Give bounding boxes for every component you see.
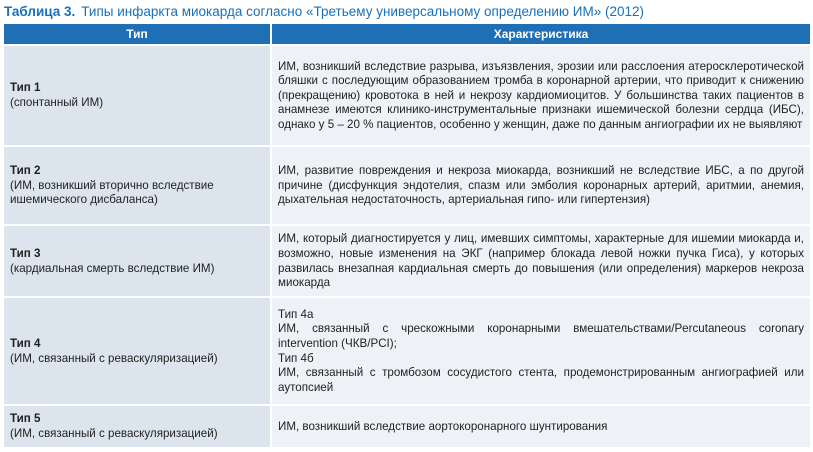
description-cell: ИМ, развитие повреждения и некроза миокарда, возникший не вследствие ИБС, а по другой причине (дисфункция эндотелия, спазм или эмболия коронарных артерий, аритмии, анемия, дыхательная недостаточность, артериальная гипо- или гипертензия) bbox=[271, 146, 810, 225]
subtype-4b-text: ИМ, связанный с тромбозом сосудистого стента, продемонстрированным ангиографией или аутопсией bbox=[278, 366, 804, 394]
type-name: Тип 4 bbox=[10, 336, 41, 350]
type-subtitle: (ИМ, связанный с реваскуляризацией) bbox=[10, 427, 218, 440]
header-type: Тип bbox=[4, 24, 271, 45]
type-cell bbox=[4, 297, 271, 405]
subtype-4b-title: Тип 4б bbox=[278, 351, 314, 365]
table-caption-label: Таблица 3. bbox=[4, 4, 76, 19]
type-subtitle: (спонтанный ИМ) bbox=[10, 96, 104, 109]
table-row-type-1 bbox=[4, 45, 810, 146]
description-cell bbox=[271, 297, 810, 405]
type-name: Тип 1 bbox=[10, 81, 41, 95]
mi-types-table bbox=[4, 24, 810, 447]
description-cell: ИМ, который диагностируется у лиц, имевших симптомы, характерные для ишемии миокарда и, возможно, новые изменения на ЭКГ (например блокада левой ножки пучка Гиса), у которых развилась внезапная кардиальная смерть до повышения (или определения) маркеров некроза миокарда bbox=[271, 225, 810, 297]
table-header-row bbox=[4, 24, 810, 45]
description-cell: ИМ, возникший вследствие разрыва, изъязвления, эрозии или расслоения атеросклеротической бляшки с последующим образованием тромба в коронарной артерии, что приводит к снижению (прекращению) кровотока в ней и некрозу кардиомиоцитов. У большинства таких пациентов в анамнезе имеются клинико-инструментальные признаки ишемической болезни сердца (ИБС), однако у 5 – 20 % пациентов, особенно у женщин, даже по данным ангиографии их не выявляют bbox=[271, 45, 810, 146]
type-subtitle: (ИМ, связанный с реваскуляризацией) bbox=[10, 351, 218, 365]
type-cell bbox=[4, 146, 271, 225]
type-name: Тип 5 bbox=[10, 412, 41, 426]
table-caption bbox=[4, 2, 644, 22]
type-name: Тип 3 bbox=[10, 246, 41, 260]
header-characteristic: Характеристика bbox=[271, 24, 810, 45]
type-subtitle: (ИМ, возникший вторично вследствие ишемического дисбаланса) bbox=[10, 178, 214, 207]
table-row-type-3 bbox=[4, 225, 810, 297]
table-row-type-4 bbox=[4, 297, 810, 405]
type-cell bbox=[4, 225, 271, 297]
type-name: Тип 2 bbox=[10, 164, 41, 178]
description-cell: ИМ, возникший вследствие аортокоронарного шунтирования bbox=[271, 405, 810, 447]
type-cell bbox=[4, 45, 271, 146]
subtype-4a-text: ИМ, связанный с чрескожными коронарными вмешательствами/Percutaneous coronary intervention (ЧКВ/PCI); bbox=[278, 322, 804, 350]
type-cell bbox=[4, 405, 271, 447]
table-row-type-2 bbox=[4, 146, 810, 225]
subtype-4a-title: Тип 4а bbox=[278, 307, 314, 321]
table-caption-text: Типы инфаркта миокарда согласно «Третьему универсальному определению ИМ» (2012) bbox=[81, 4, 645, 19]
table-row-type-5 bbox=[4, 405, 810, 447]
type-subtitle: (кардиальная смерть вследствие ИМ) bbox=[10, 261, 215, 275]
